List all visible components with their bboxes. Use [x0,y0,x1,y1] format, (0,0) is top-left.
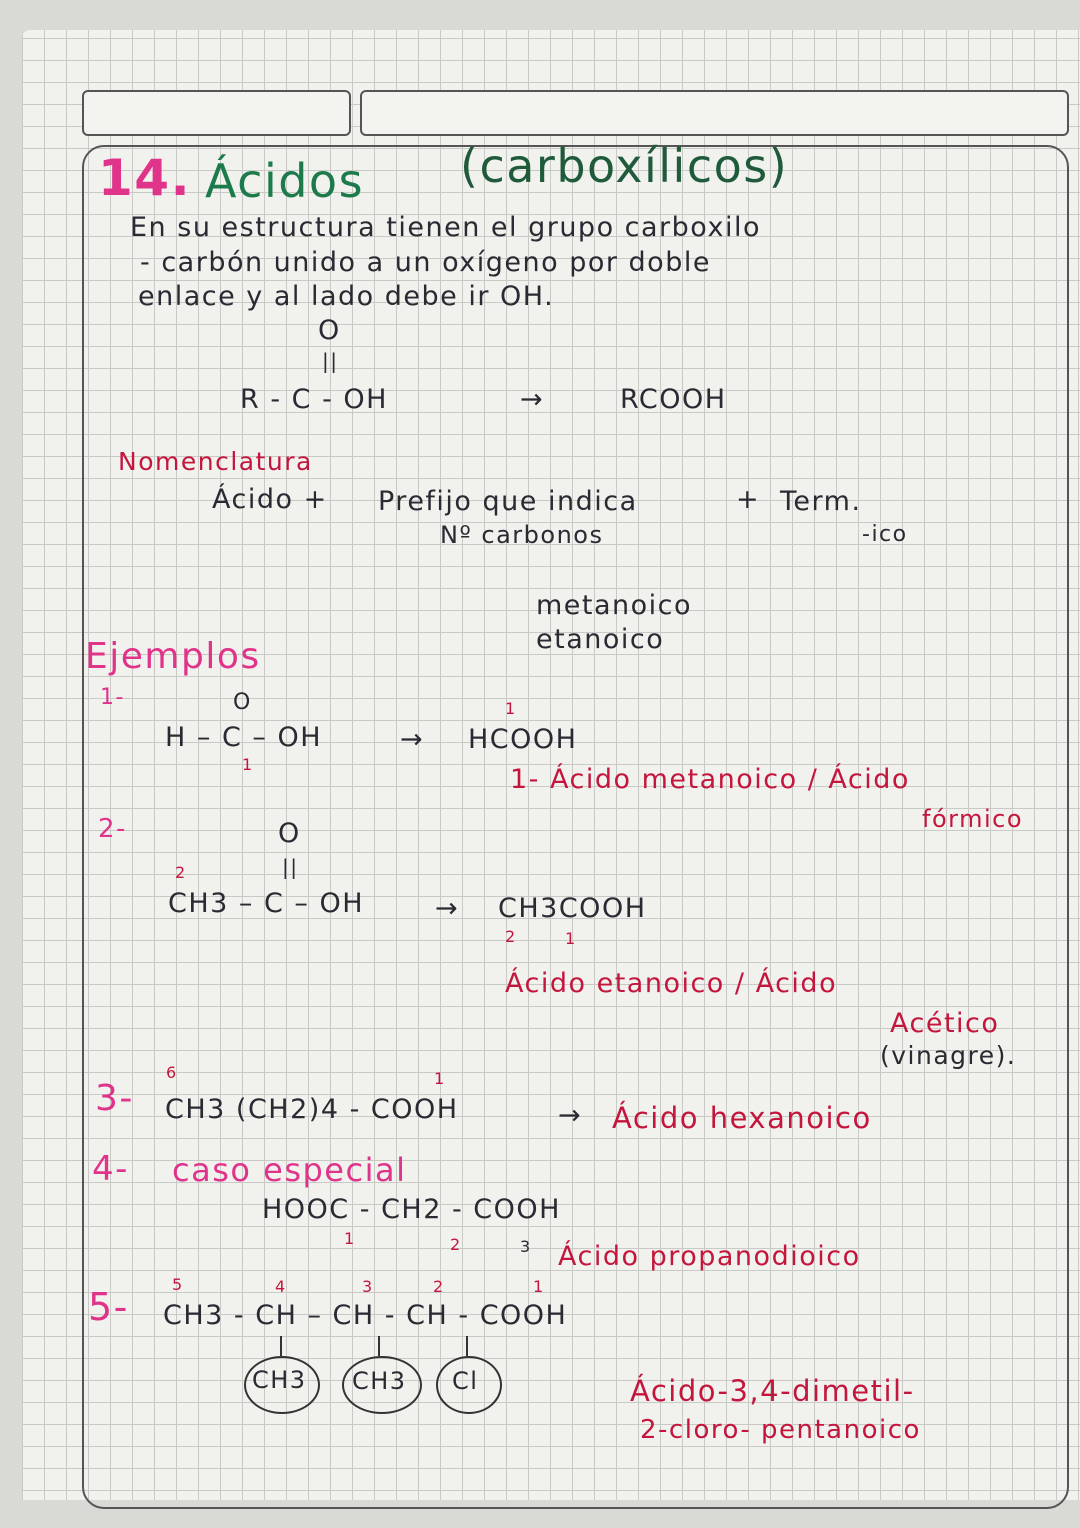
header-box-date [82,90,351,136]
carbon-number: 2 [450,1235,462,1254]
example-formula: H – C – OH [165,722,323,753]
arrow-icon: → [400,724,425,755]
nomenclature-term: Term. [780,486,862,517]
oxygen: O [233,690,252,715]
example-name-alt: Acético [890,1008,1000,1039]
example-formula: CH3 – C – OH [168,888,365,919]
example-name: Ácido etanoico / Ácido [505,968,838,999]
nomenclature-example: metanoico [536,590,693,621]
intro-line: - carbón unido a un oxígeno por doble [140,247,711,278]
example-name: Ácido propanodioico [558,1241,861,1272]
nomenclature-carbons: Nº carbonos [440,521,604,549]
example-number: 1- [100,685,125,710]
general-formula: R - C - OH [240,384,388,415]
header-box-title [360,90,1069,136]
bond-line [280,1336,282,1356]
oxygen: O [318,315,341,346]
example-name: Ácido-3,4-dimetil- [630,1374,915,1408]
carbon-number: 2 [433,1277,445,1296]
carbon-number: 1 [242,755,254,774]
example-formula: CH3 (CH2)4 - COOH [165,1094,459,1125]
arrow-icon: → [435,893,460,924]
example-condensed: CH3COOH [498,893,647,924]
carbon-number: 2 [175,863,187,882]
oxygen: O [278,818,301,849]
title-number: 14. [98,149,192,207]
bond-line [466,1336,468,1356]
carbon-number: 3 [520,1237,532,1256]
example-name: Ácido hexanoico [612,1101,872,1135]
bond-line [378,1336,380,1356]
carbon-number: 4 [275,1277,287,1296]
arrow-icon: → [558,1100,583,1131]
nomenclature-suffix: -ico [862,522,908,547]
general-condensed: RCOOH [620,384,727,415]
carbon-number: 2 [505,927,517,946]
nomenclature-example: etanoico [536,624,665,655]
special-case-label: caso especial [172,1151,407,1189]
substituent: Cl [452,1367,479,1395]
carbon-number: 6 [166,1063,178,1082]
carbon-number: 5 [172,1275,184,1294]
example-note: (vinagre). [880,1041,1017,1070]
carbon-number: 3 [362,1277,374,1296]
example-formula: HOOC - CH2 - COOH [262,1194,561,1225]
example-number: 5- [88,1285,129,1329]
nomenclature-prefix: Prefijo que indica [378,486,638,517]
title-paren: (carboxílicos) [460,139,789,193]
example-number: 3- [95,1078,134,1119]
example-formula: CH3 - CH – CH - CH - COOH [163,1300,568,1331]
example-name: 1- Ácido metanoico / Ácido [510,764,910,795]
arrow-icon: → [520,384,545,415]
nomenclature-acid: Ácido + [212,484,328,515]
substituent: CH3 [352,1367,407,1395]
carbon-number: 1 [434,1069,446,1088]
substituent: CH3 [252,1366,307,1394]
intro-line: enlace y al lado debe ir OH. [138,281,555,312]
example-name-cont: 2-cloro- pentanoico [640,1415,921,1445]
double-bond: || [282,855,299,879]
carbon-number: 1 [505,699,517,718]
nomenclature-plus: + [736,484,761,515]
carbon-number: 1 [344,1229,356,1248]
example-number: 4- [92,1149,129,1189]
example-name-alt: fórmico [922,805,1024,833]
nomenclature-heading: Nomenclatura [118,447,313,476]
intro-line: En su estructura tienen el grupo carboxilo [130,212,761,243]
examples-heading: Ejemplos [85,636,261,677]
example-condensed: HCOOH [468,724,578,755]
example-number: 2- [98,814,127,844]
carbon-number: 1 [533,1277,545,1296]
title-word: Ácidos [205,154,365,208]
carbon-number: 1 [565,929,577,948]
double-bond: || [322,349,339,373]
